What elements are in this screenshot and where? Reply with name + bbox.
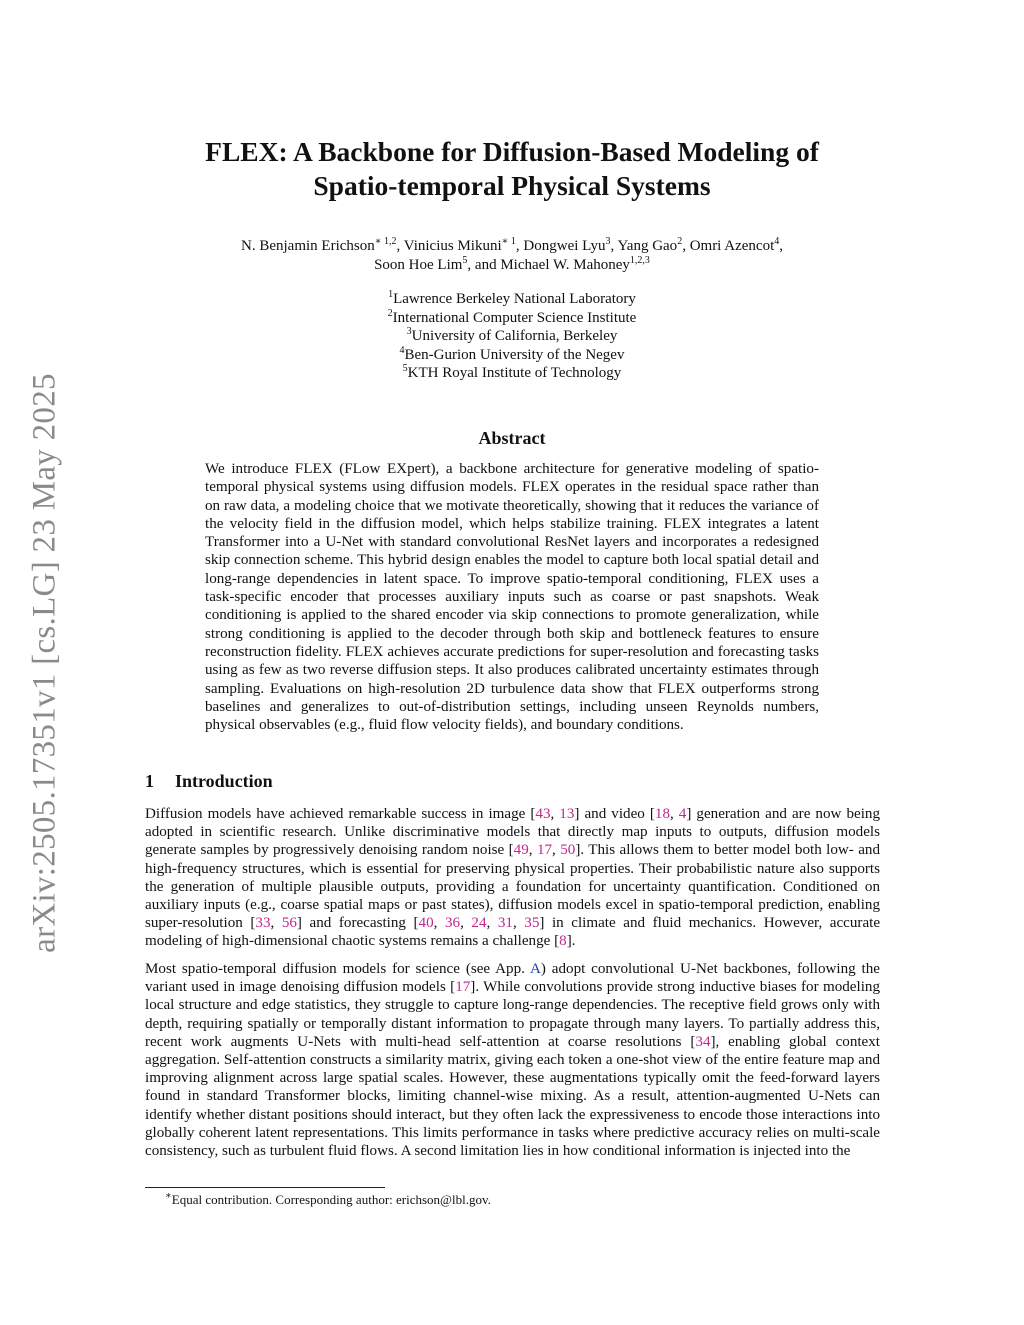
footnote <box>165 1192 491 1208</box>
intro-paragraph-1: Diffusion models have achieved remarkable success in image [43, 13] and video [18, 4] generation and are now being adopted in scientific research. Unlike discriminative models that directly map inputs to outputs, diffusion models generate samples by progressively denoising random noise [49, 17, 50]. This allows them to better model both low- and high-frequency structures, which is essential for preserving physical properties. Their probabilistic nature also supports the generation of multiple plausible outputs, providing a foundation for uncertainty quantification. Conditioned on auxiliary inputs (e.g., coarse spatial maps or past states), diffusion models excel in spatio-temporal prediction, enabling super-resolution [33, 56] and forecasting [40, 36, 24, 31, 35] in climate and fluid mechanics. However, accurate modeling of high-dimensional chaotic systems remains a challenge [8]. <box>145 806 881 950</box>
citation-link[interactable]: 40 <box>418 915 434 932</box>
citation-link[interactable]: 35 <box>524 915 540 932</box>
intro-paragraph-2: Most spatio-temporal diffusion models for science (see App. A) adopt convolutional U-Net backbones, following the variant used in image denoising diffusion models [17]. While convolutions provide strong inductive biases for modeling local structure and edge statistics, they struggle to capture long-range dependencies. The receptive field grows only with depth, requiring spatially or temporally distant information to propagate through many layers. To partially address this, recent work augments U-Nets with multi-head self-attention at coarse resolutions [34], enabling global context aggregation. Self-attention constructs a similarity matrix, giving each token a one-shot view of the entire feature map and improving alignment across large spatial scales. However, these augmentations typically omit the feed-forward layers found in standard Transformer blocks, limiting channel-wise mixing. As a result, attention-augmented U-Nets can identify whether distant positions should interact, but they often lack the expressiveness to encode those interactions into globally coherent latent representations. This limits performance in tasks where predictive accuracy relies on multi-scale consistency, such as turbulent fluid flows. A second limitation lies in how conditional information is injected into the <box>145 961 881 1160</box>
citation-link[interactable]: 36 <box>444 915 461 932</box>
author-name: Omri Azencot <box>689 238 775 254</box>
citation-link[interactable]: 4 <box>678 806 687 822</box>
author-name: N. Benjamin Erichson <box>241 238 375 254</box>
affiliation: $^1$Lawrence Berkeley National Laboratory <box>388 289 636 307</box>
citation-link[interactable]: 31 <box>497 915 513 932</box>
author-affil-mark: 5 <box>462 255 468 266</box>
author-affil-mark: 4 <box>774 236 780 247</box>
citation-link[interactable]: 34 <box>695 1033 711 1050</box>
appendix-link[interactable]: A <box>529 961 541 977</box>
footnote-divider <box>145 1187 385 1188</box>
section-title: Introduction <box>175 771 273 791</box>
author-affil-mark: 3 <box>605 236 611 247</box>
citation-link[interactable]: 13 <box>559 806 575 822</box>
affiliation: $^2$International Computer Science Institute <box>387 307 637 326</box>
affiliation: $^4$Ben-Gurion University of the Negev <box>399 344 625 363</box>
arxiv-side-stamp <box>0 0 63 953</box>
citation-link[interactable]: 17 <box>455 979 471 996</box>
author-name: Michael W. Mahoney <box>500 257 630 273</box>
section-heading-introduction <box>145 771 273 792</box>
abstract-heading: Abstract <box>478 428 546 448</box>
citation-link[interactable]: 56 <box>281 915 297 932</box>
author-list <box>150 237 874 275</box>
citation-link[interactable]: 17 <box>536 842 553 859</box>
citation-link[interactable]: 49 <box>513 842 529 859</box>
author-name: Soon Hoe Lim <box>374 257 463 273</box>
author-name: Yang Gao <box>617 238 678 254</box>
affiliation: $^5$KTH Royal Institute of Technology <box>402 363 622 381</box>
citation-link[interactable]: 24 <box>471 915 487 932</box>
affiliation-list <box>150 290 874 383</box>
footnote-mark: ∗ <box>165 1190 172 1202</box>
author-affil-mark: 1,2,3 <box>629 255 650 266</box>
paper-title <box>150 135 874 203</box>
arxiv-identifier[interactable]: arXiv:2505.17351v1 [cs.LG] 23 May 2025 <box>26 373 63 953</box>
section-number: 1 <box>145 771 154 791</box>
author-line-2: Soon Hoe Lim$^5$, and Michael W. Mahoney$^{1,2,3}$ <box>374 255 650 273</box>
citation-link[interactable]: 43 <box>535 806 551 822</box>
author-line-1: N. Benjamin Erichson$^{∗ 1,2}$, Vinicius Mikuni$^{∗ 1}$, Dongwei Lyu$^3$, Yang Gao$^2$, Omri Azencot$^4$, <box>241 236 783 254</box>
citation-link[interactable]: 50 <box>560 842 576 859</box>
author-name: Dongwei Lyu <box>523 238 606 254</box>
title-line-2: Spatio-temporal Physical Systems <box>313 170 711 201</box>
author-affil-mark: ∗ 1,2 <box>374 236 397 247</box>
citation-link[interactable]: 33 <box>255 915 271 932</box>
author-affil-mark: 2 <box>677 236 683 247</box>
title-line-1: FLEX: A Backbone for Diffusion-Based Modeling of <box>205 136 819 167</box>
affiliation: $^3$University of California, Berkeley <box>406 326 618 344</box>
author-name: Vinicius Mikuni <box>403 238 502 254</box>
abstract-text: We introduce FLEX (FLow EXpert), a backbone architecture for generative modeling of spatio-temporal physical systems using diffusion models. FLEX operates in the residual space rather than on raw data, a modeling choice that we motivate theoretically, showing that it reduces the variance of the velocity field in the diffusion model, which helps stabilize training. FLEX integrates a latent Transformer into a U-Net with standard convolutional ResNet layers and incorporates a redesigned skip connection scheme. This hybrid design enables the model to capture both local spatial detail and long-range dependencies in latent space. To improve spatio-temporal conditioning, FLEX uses a task-specific encoder that processes auxiliary inputs such as coarse or past snapshots. Weak conditioning is applied to the shared encoder via skip connections to promote generalization, while strong conditioning is applied to the decoder through both skip and bottleneck features to ensure reconstruction fidelity. FLEX achieves accurate predictions for super-resolution and forecasting tasks using as few as two reverse diffusion steps. It also produces calibrated uncertainty estimates through sampling. Evaluations on high-resolution 2D turbulence data show that FLEX outperforms strong baselines and generalizes to out-of-distribution settings, including unseen Reynolds numbers, physical observables (e.g., fluid flow velocity fields), and boundary conditions. <box>205 461 819 734</box>
author-affil-mark: ∗ 1 <box>501 236 516 247</box>
citation-link[interactable]: 8 <box>559 933 567 950</box>
citation-link[interactable]: 18 <box>654 806 670 822</box>
footnote-text: Equal contribution. Corresponding author: erichson@lbl.gov. <box>171 1192 491 1207</box>
